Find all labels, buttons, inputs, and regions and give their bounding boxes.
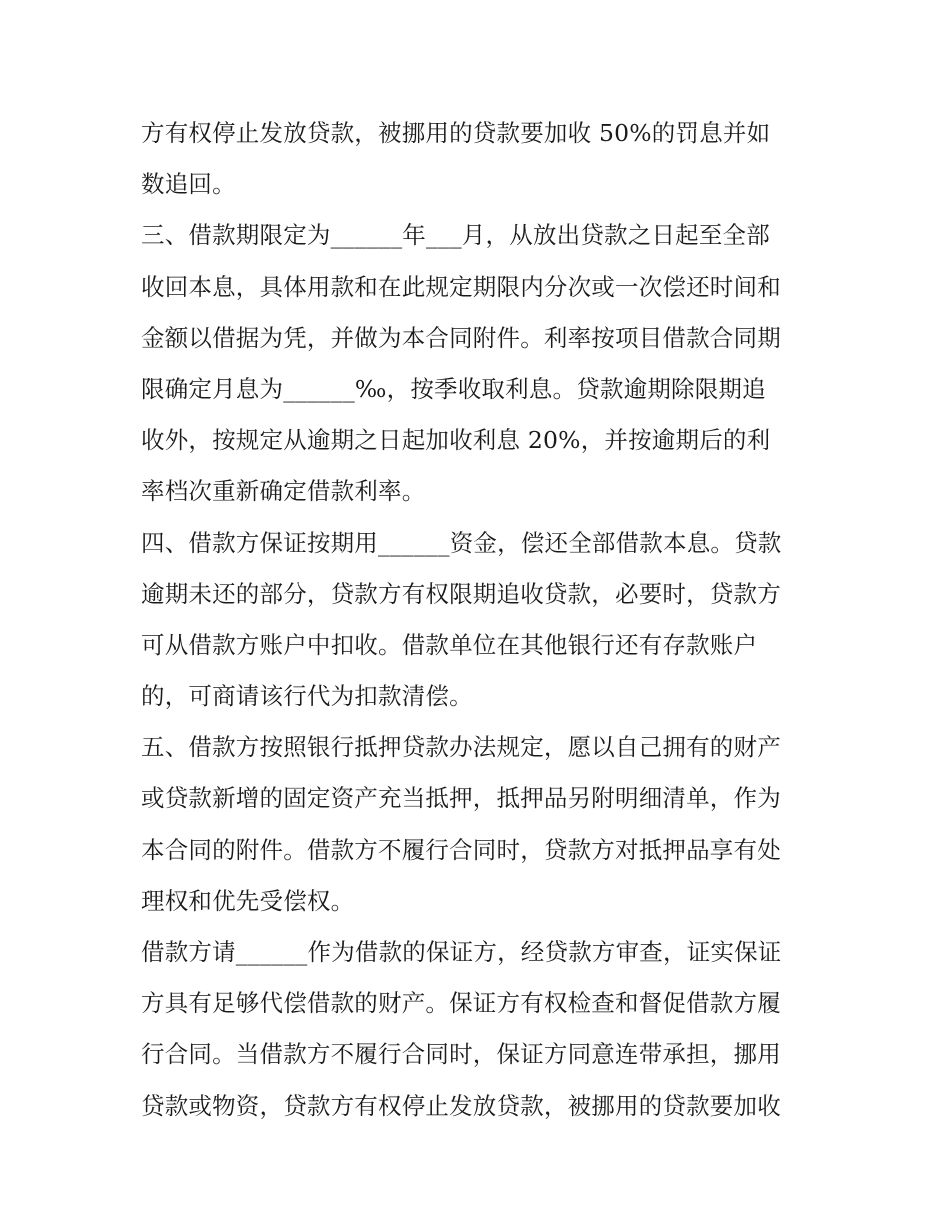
text-line: 率档次重新确定借款利率。: [141, 477, 426, 506]
text-line: 四、借款方保证按期用______资金，偿还全部借款本息。贷款: [141, 528, 782, 557]
text-line: 收回本息，具体用款和在此规定期限内分次或一次偿还时间和: [141, 272, 781, 301]
text-line: 逾期未还的部分，贷款方有权限期追收贷款，必要时，贷款方: [141, 579, 781, 608]
text-line: 金额以借据为凭，并做为本合同附件。利率按项目借款合同期: [141, 323, 781, 352]
contract-text-block: [141, 108, 821, 1132]
text-line: 数追回。: [141, 170, 236, 199]
text-line: 可从借款方账户中扣收。借款单位在其他银行还有存款账户: [141, 630, 758, 659]
text-line: 三、借款期限定为______年___月，从放出贷款之日起至全部: [141, 221, 770, 250]
text-line: 理权和优先受偿权。: [141, 886, 355, 915]
text-line: 五、借款方按照银行抵押贷款办法规定，愿以自己拥有的财产: [141, 733, 781, 762]
text-line: 本合同的附件。借款方不履行合同时，贷款方对抵押品享有处: [141, 835, 781, 864]
text-line: 的，可商请该行代为扣款清偿。: [141, 682, 473, 711]
text-line: 方具有足够代偿借款的财产。保证方有权检查和督促借款方履: [141, 989, 781, 1018]
text-line: 方有权停止发放贷款，被挪用的贷款要加收 50%的罚息并如: [141, 119, 771, 147]
text-line: 贷款或物资，贷款方有权停止发放贷款，被挪用的贷款要加收: [141, 1091, 781, 1120]
text-line: 借款方请______作为借款的保证方，经贷款方审查，证实保证: [141, 938, 782, 966]
text-line: 收外，按规定从逾期之日起加收利息 20%，并按逾期后的利: [141, 426, 771, 455]
text-line: 行合同。当借款方不履行合同时，保证方同意连带承担，挪用: [141, 1040, 781, 1069]
text-line: 或贷款新增的固定资产充当抵押，抵押品另附明细清单，作为: [141, 784, 781, 813]
text-line: 限确定月息为______‰，按季收取利息。贷款逾期除限期追: [141, 374, 766, 403]
